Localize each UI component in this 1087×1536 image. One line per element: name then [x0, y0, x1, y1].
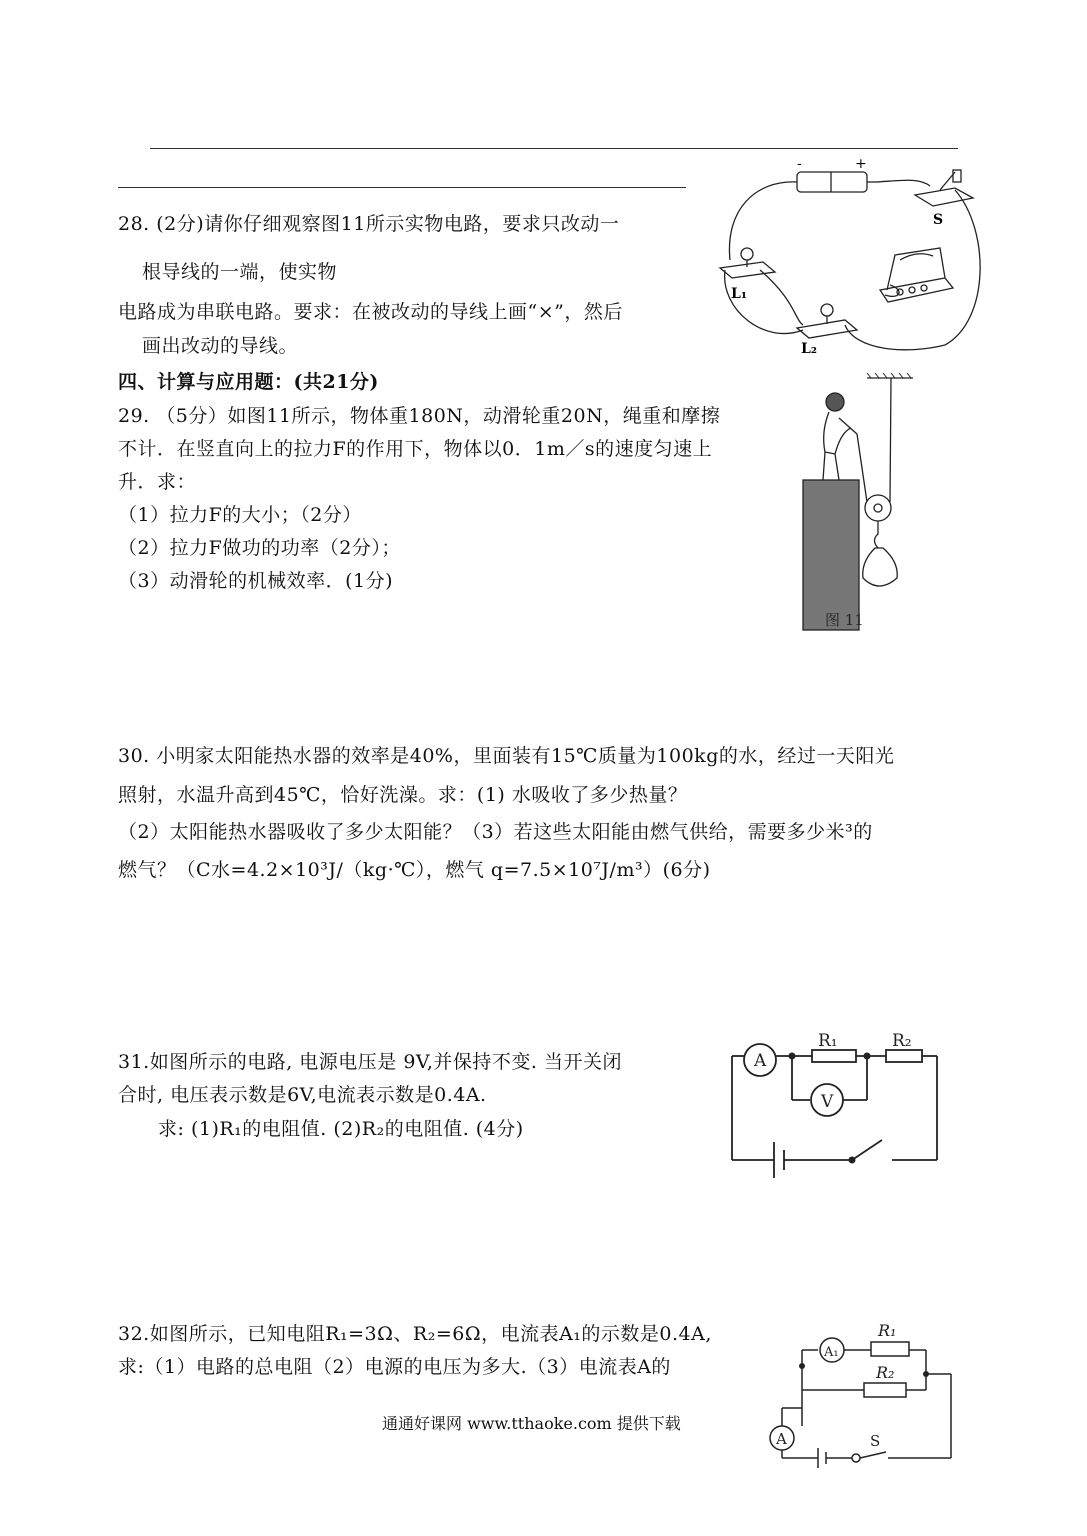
- q31-line2: 合时, 电压表示数是6V,电流表示数是0.4A.: [118, 1084, 487, 1106]
- q31-r1-label: R₁: [818, 1031, 838, 1051]
- q30-line1: 30. 小明家太阳能热水器的效率是40%，里面装有15℃质量为100kg的水，经过一天阳光: [118, 745, 895, 767]
- q31-line3: 求: (1)R₁的电阻值. (2)R₂的电阻值. (4分): [158, 1118, 524, 1140]
- q29-item1: （1）拉力F的大小；（2分）: [118, 504, 362, 526]
- q32-line1: 32.如图所示，已知电阻R₁=3Ω、R₂=6Ω，电流表A₁的示数是0.4A,: [118, 1323, 712, 1345]
- q29-line2: 不计．在竖直向上的拉力F的作用下，物体以0．1m／s的速度匀速上: [118, 438, 713, 460]
- q31-line1: 31.如图所示的电路, 电源电压是 9V,并保持不变. 当开关闭: [118, 1051, 622, 1073]
- q28-line3: 电路成为串联电路。要求：在被改动的导线上画“×”，然后: [118, 301, 623, 323]
- q32-switch-label: S: [870, 1432, 881, 1450]
- q28-line1: 28. (2分)请你仔细观察图11所示实物电路，要求只改动一: [118, 213, 620, 235]
- battery-minus-label: -: [797, 156, 802, 172]
- q31-circuit-figure: [722, 1030, 947, 1180]
- q29-line1: 29. （5分）如图11所示，物体重180N，动滑轮重20N，绳重和摩擦: [118, 405, 721, 427]
- q28-line2: 根导线的一端，使实物: [142, 261, 338, 283]
- q32-r2-label: R₂: [876, 1363, 895, 1382]
- q30-line2: 照射，水温升高到45℃，恰好洗澡。求：(1) 水吸收了多少热量？: [118, 784, 688, 806]
- page-footer: 通通好课网 www.tthaoke.com 提供下载: [382, 1414, 681, 1433]
- pulley-figure: [795, 372, 925, 634]
- q32-a1-label: A₁: [824, 1345, 839, 1360]
- q31-ammeter-label: A: [754, 1051, 767, 1071]
- q31-r2-label: R₂: [892, 1031, 912, 1051]
- q31-voltmeter-label: V: [821, 1092, 834, 1112]
- q32-circuit-figure: [766, 1308, 956, 1480]
- q28-line4: 画出改动的导线。: [142, 335, 299, 357]
- q32-line2: 求:（1）电路的总电阻（2）电源的电压为多大.（3）电流表A的: [118, 1356, 671, 1378]
- q29-line3: 升．求：: [118, 471, 197, 493]
- q30-line3: （2）太阳能热水器吸收了多少太阳能？（3）若这些太阳能由燃气供给，需要多少米³的: [118, 821, 873, 843]
- pulley-figure-caption: 图 11: [825, 611, 864, 629]
- q29-item3: （3）动滑轮的机械效率．(1分): [118, 570, 394, 592]
- top-rule: [150, 148, 958, 149]
- lamp-l1-label: L₁: [731, 286, 747, 302]
- section4-heading: 四、计算与应用题：(共21分): [118, 371, 379, 393]
- lamp-l2-label: L₂: [801, 341, 817, 357]
- physical-circuit-figure: [705, 150, 990, 360]
- q29-item2: （2）拉力F做功的功率（2分）；: [118, 537, 401, 559]
- q30-line4: 燃气？（C水=4.2×10³J/（kg·℃），燃气 q=7.5×10⁷J/m³）(6分): [118, 859, 711, 881]
- switch-label: S: [933, 212, 944, 228]
- battery-plus-label: +: [855, 156, 867, 172]
- q32-r1-label: R₁: [878, 1321, 897, 1340]
- answer-rule: [118, 187, 686, 188]
- q32-a-label: A: [776, 1430, 787, 1448]
